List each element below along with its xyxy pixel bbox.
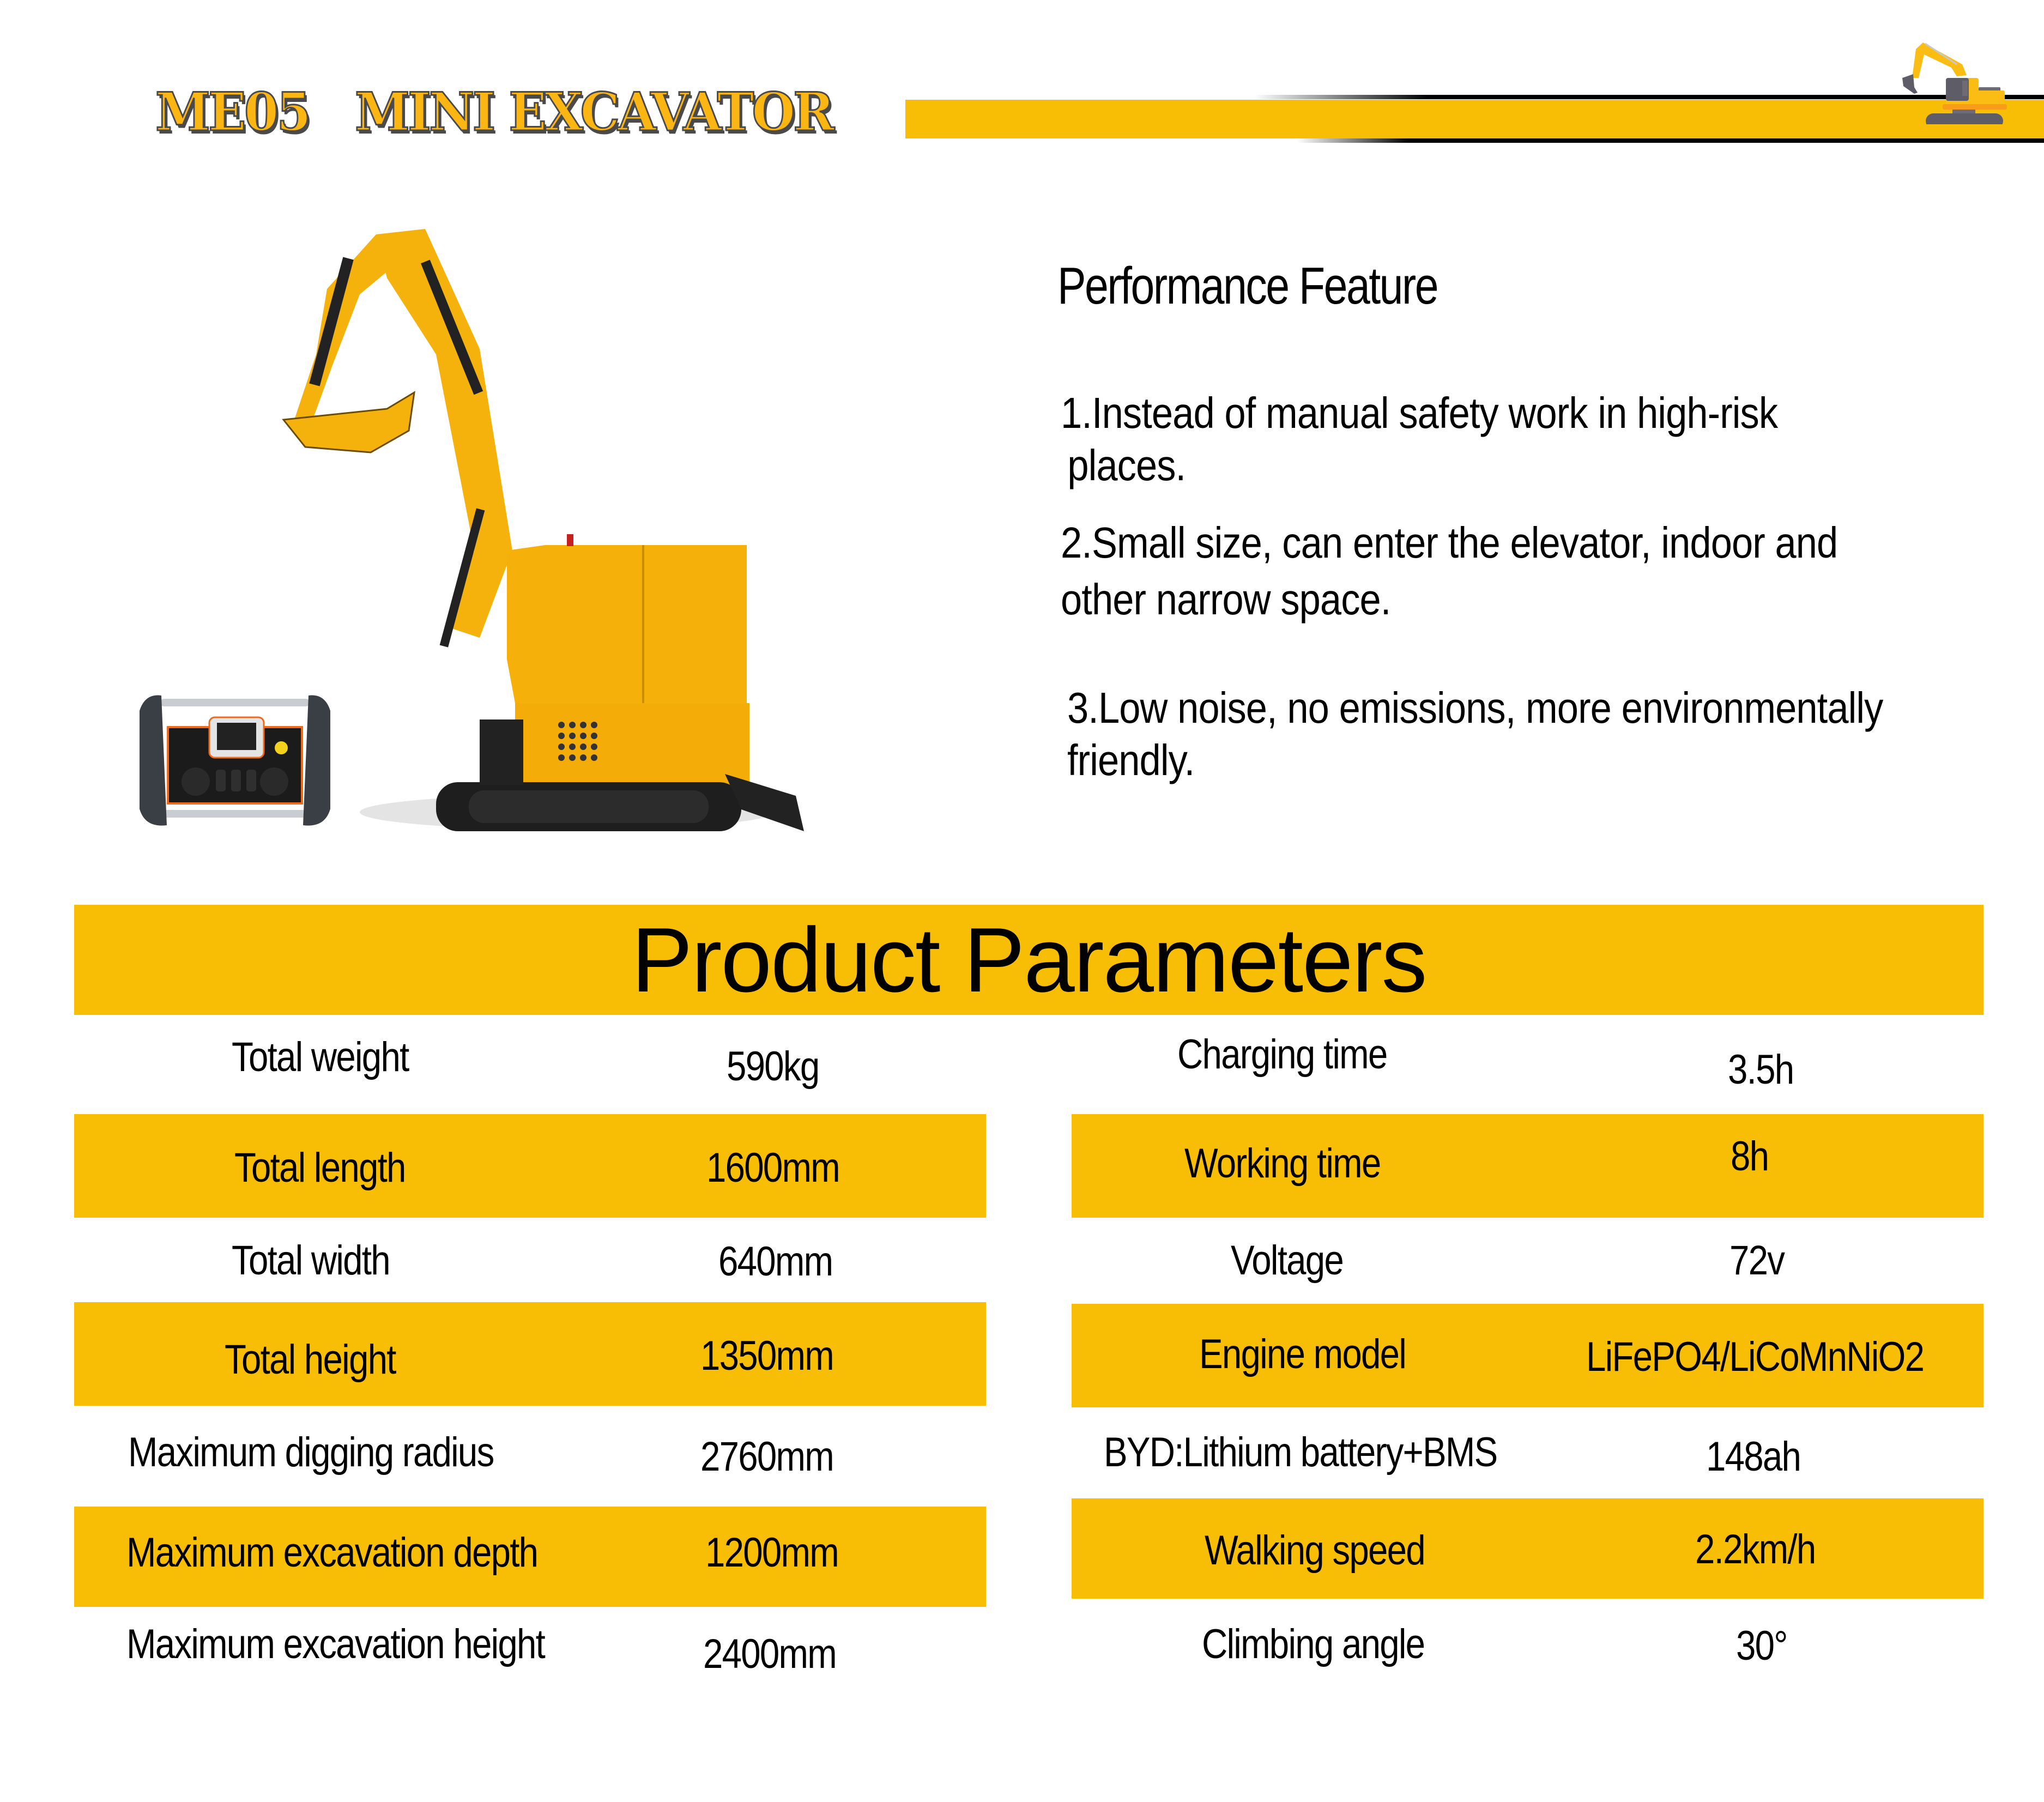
performance-feature-heading: Performance Feature xyxy=(1057,257,1438,315)
param-label: Maximum digging radius xyxy=(128,1429,494,1476)
param-value: 2400mm xyxy=(703,1631,836,1677)
feature-2-line-2: other narrow space. xyxy=(1061,575,1391,624)
param-label: Charging time xyxy=(1177,1031,1387,1078)
feature-item-1 xyxy=(1061,387,1777,492)
param-label: Total width xyxy=(232,1237,390,1284)
param-value: 640mm xyxy=(718,1238,833,1285)
param-label: Total height xyxy=(225,1337,396,1383)
feature-item-2 xyxy=(1061,517,1837,626)
param-label: Walking speed xyxy=(1205,1527,1425,1574)
model-name: ME05 xyxy=(155,81,310,143)
param-value: 148ah xyxy=(1706,1434,1801,1480)
param-value: 2.2km/h xyxy=(1695,1526,1816,1573)
feature-2-line-1: 2.Small size, can enter the elevator, indoor and xyxy=(1061,518,1838,567)
param-value: 590kg xyxy=(727,1043,819,1090)
param-label: Voltage xyxy=(1231,1237,1344,1284)
param-value: 2760mm xyxy=(700,1434,833,1480)
param-label: BYD:Lithium battery+BMS xyxy=(1104,1429,1497,1476)
param-value: 30° xyxy=(1736,1623,1787,1669)
param-value: 1200mm xyxy=(705,1529,838,1576)
product-type: MINI EXCAVATOR xyxy=(355,81,833,143)
param-label: Working time xyxy=(1184,1140,1381,1187)
feature-1-line-1: 1.Instead of manual safety work in high-risk xyxy=(1061,389,1778,437)
product-parameters-title: Product Parameters xyxy=(631,909,1426,1011)
feature-3-line-2: friendly. xyxy=(1067,736,1195,784)
row-band-left-4 xyxy=(74,1302,986,1406)
param-label: Total weight xyxy=(232,1034,409,1080)
page-title xyxy=(155,81,833,143)
param-label: Climbing angle xyxy=(1202,1621,1425,1667)
feature-3-line-1: 3.Low noise, no emissions, more environmentally xyxy=(1067,684,1883,732)
feature-item-3 xyxy=(1067,682,1883,787)
param-value: 1600mm xyxy=(706,1145,839,1191)
feature-1-line-2: places. xyxy=(1067,441,1186,489)
param-label: Maximum excavation height xyxy=(126,1621,545,1667)
param-value: 1350mm xyxy=(700,1333,833,1379)
param-value: 3.5h xyxy=(1728,1047,1794,1093)
param-value: 8h xyxy=(1731,1133,1769,1180)
param-label: Maximum excavation depth xyxy=(126,1529,538,1576)
excavator-icon xyxy=(1875,26,2039,124)
param-value: LiFePO4/LiCoMnNiO2 xyxy=(1586,1334,1924,1380)
header-rule-bottom xyxy=(1297,138,2044,143)
param-label: Total length xyxy=(234,1145,406,1191)
product-parameters-header xyxy=(74,905,1983,1015)
param-label: Engine model xyxy=(1199,1331,1406,1377)
header-accent-bar xyxy=(905,100,2044,138)
row-band-left-2 xyxy=(74,1114,986,1218)
remote-control-photo xyxy=(134,689,336,832)
param-value: 72v xyxy=(1729,1237,1785,1284)
